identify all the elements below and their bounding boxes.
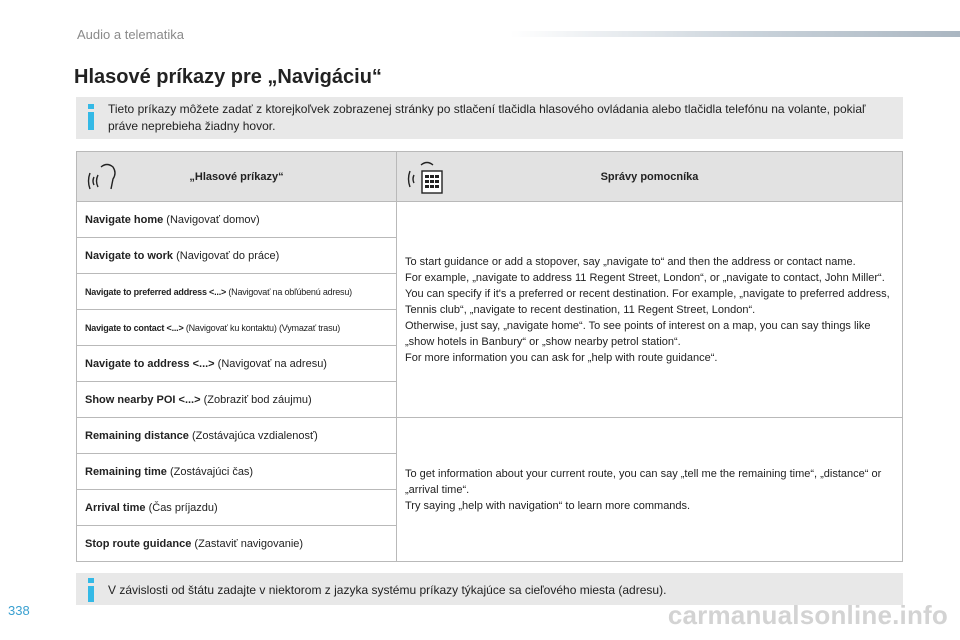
command-cell: Navigate to contact <...> (Navigovať ku kontaktu) (Vymazať trasu) [77, 310, 397, 346]
section-header: Audio a telematika [77, 27, 184, 42]
command-cell: Navigate to preferred address <...> (Navigovať na obľúbenú adresu) [77, 274, 397, 310]
voice-command-icon [87, 159, 123, 195]
command-cell: Navigate to address <...> (Navigovať na adresu) [77, 346, 397, 382]
command-cell: Remaining time (Zostávajúci čas) [77, 454, 397, 490]
command-cell: Arrival time (Čas príjazdu) [77, 490, 397, 526]
command-cell: Stop route guidance (Zastaviť navigovanie) [77, 526, 397, 562]
header-voice-commands: „Hlasové príkazy“ [77, 152, 397, 202]
table-header-row [77, 152, 903, 202]
header-assistant-messages: Správy pomocníka [397, 152, 903, 202]
info-text-bottom: V závislosti od štátu zadajte v niektorom z jazyka systému príkazy týkajúce sa cieľového miesta (adresu). [108, 583, 667, 597]
command-cell: Navigate home (Navigovať domov) [77, 202, 397, 238]
response-cell-navigation: To start guidance or add a stopover, say „navigate to“ and then the address or contact name. For example, „navigate to address 11 Regent Street, London“, or „navigate to contact, John Miller“. You can specify if it's a preferred or recent destination. For example, „navigate to preferred address, Tennis club“, „navigate to recent destination, 11 Regent Street, London“. Otherwise, just say, „navigate home“. To see points of interest on a map, you can say things like „show hotels in Banbury“ or „show nearby petrol station“. For more information you can ask for „help with route guidance“. [397, 202, 903, 418]
info-icon [88, 578, 94, 602]
info-box-top [76, 97, 903, 139]
info-icon [88, 104, 94, 130]
table-row [77, 418, 903, 454]
table-row [77, 202, 903, 238]
watermark: carmanualsonline.info [667, 600, 948, 630]
header-decor-bar [510, 31, 960, 37]
info-text-top: Tieto príkazy môžete zadať z ktorejkoľvek zobrazenej stránky po stlačení tlačidla hlasového ovládania alebo tlačidla telefónu na volante, pokiaľ práve neprebieha žiadny hovor. [108, 102, 866, 133]
voice-commands-table [76, 151, 903, 562]
response-cell-route-info: To get information about your current route, you can say „tell me the remaining time“, „distance“ or „arrival time“. Try saying „help with navigation“ to learn more commands. [397, 418, 903, 562]
command-cell: Remaining distance (Zostávajúca vzdialenosť) [77, 418, 397, 454]
page-title: Hlasové príkazy pre „Navigáciu“ [74, 66, 382, 88]
command-cell: Navigate to work (Navigovať do práce) [77, 238, 397, 274]
assistant-screen-icon [407, 159, 443, 195]
command-cell: Show nearby POI <...> (Zobraziť bod záujmu) [77, 382, 397, 418]
page-number: 338 [8, 603, 30, 618]
